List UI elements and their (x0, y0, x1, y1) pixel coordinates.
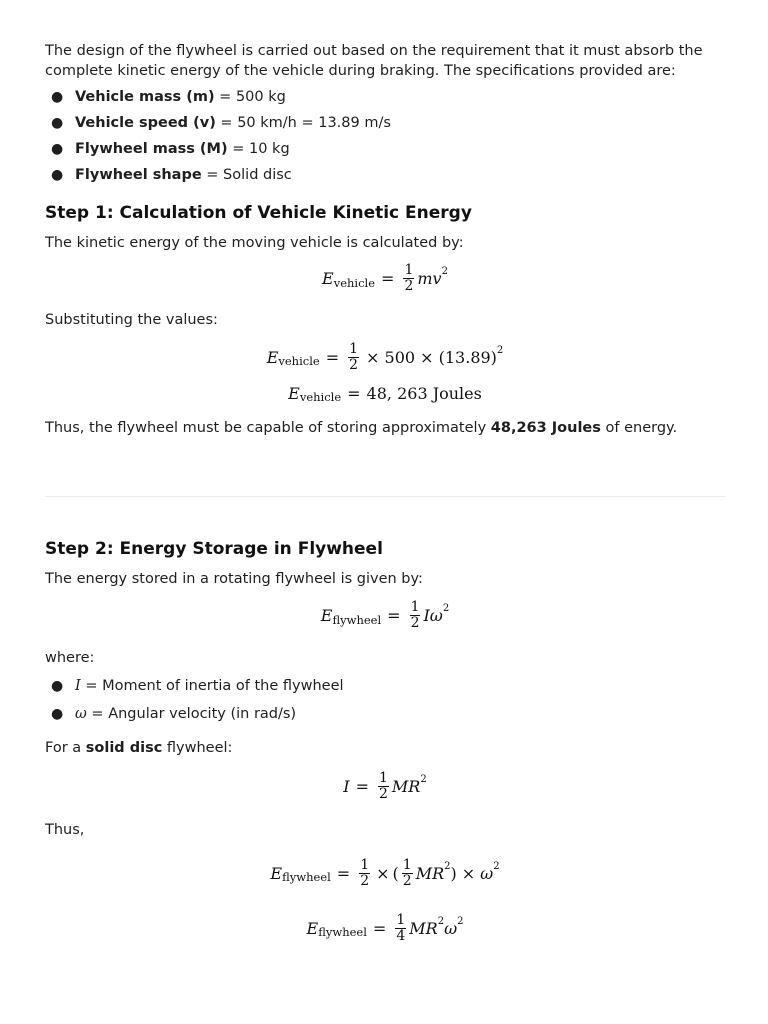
section-divider (45, 496, 725, 497)
math-symbol: E (270, 863, 283, 883)
math-exponent: 2 (496, 344, 504, 356)
math-operator: = (347, 383, 361, 403)
thus-label: Thus, (45, 821, 85, 838)
document-body-step2 (45, 538, 725, 949)
math-subscript: vehicle (299, 390, 342, 404)
math-subscript: flywheel (282, 870, 331, 884)
math-symbol: I (75, 678, 81, 694)
fraction-denominator: 2 (360, 872, 370, 889)
spec-list (45, 88, 725, 185)
math-subscript: vehicle (333, 275, 376, 290)
math-symbol: I (343, 777, 350, 796)
equation-flywheel-substituted (45, 852, 725, 894)
spec-value: = 10 kg (227, 141, 290, 157)
math-term: MR (391, 777, 421, 796)
fraction-numerator: 1 (404, 262, 414, 278)
math-symbol: E (322, 269, 334, 288)
math-term: × 500 × (13.89) (366, 347, 497, 367)
math-operator: = (325, 347, 340, 367)
math-operator: × (376, 863, 390, 883)
math-term: MR (415, 863, 445, 883)
math-exponent: 2 (441, 266, 448, 277)
equation-moment-of-inertia (45, 766, 725, 808)
list-item (45, 88, 725, 107)
math-operator: = (336, 863, 351, 883)
fraction-numerator: 1 (360, 856, 370, 873)
step1-heading: Step 1: Calculation of Vehicle Kinetic Energy (45, 203, 472, 223)
list-item (45, 705, 725, 724)
math-subscript: vehicle (278, 354, 320, 368)
conclusion-value: 48,263 Joules (490, 420, 601, 436)
definition-list (45, 677, 725, 724)
conclusion-text-end: of energy. (600, 420, 678, 436)
math-exponent: 2 (420, 774, 427, 785)
bullet-icon: ● (51, 115, 64, 131)
fraction-denominator: 2 (410, 615, 420, 631)
spec-label: Flywheel shape (75, 167, 202, 183)
math-operator: = (355, 777, 369, 796)
fraction-numerator: 1 (379, 770, 388, 786)
math-operator: = (381, 269, 395, 288)
math-fraction (395, 913, 406, 944)
math-symbol: ω (75, 706, 87, 722)
math-subscript: flywheel (332, 612, 382, 627)
list-item (45, 166, 725, 185)
bullet-icon: ● (51, 678, 64, 694)
spec-value: = Solid disc (201, 167, 292, 183)
math-operator: × (461, 863, 476, 883)
solid-disc-bold: solid disc (85, 740, 163, 756)
spec-value: = 50 km/h = 13.89 m/s (215, 115, 391, 131)
math-term: Iω (423, 606, 443, 625)
step1-lead: The kinetic energy of the moving vehicle is calculated by: (45, 235, 464, 251)
conclusion-text: Thus, the flywheel must be capable of storing approximately (45, 420, 491, 436)
solid-disc-text (45, 739, 725, 759)
math-term: ω (480, 863, 494, 883)
fraction-numerator: 1 (349, 340, 359, 357)
math-exponent: 2 (442, 603, 450, 614)
spec-label: Vehicle speed (v) (75, 115, 216, 131)
math-exponent: 2 (457, 915, 464, 927)
solid-disc-post: flywheel: (162, 740, 233, 756)
definition-text: = Angular velocity (in rad/s) (86, 706, 297, 722)
equation-kinetic-energy (45, 260, 725, 298)
solid-disc-pre: For a (45, 740, 86, 756)
intro-paragraph: The design of the flywheel is carried out based on the requirement that it must absorb the complete kinetic energy of the vehicle during braking. The specifications provided are: (45, 43, 703, 79)
fraction-numerator: 1 (410, 599, 420, 615)
math-fraction (410, 600, 421, 631)
bullet-icon: ● (51, 167, 64, 183)
step2-heading: Step 2: Energy Storage in Flywheel (45, 539, 383, 559)
bullet-icon: ● (51, 706, 64, 722)
step2-lead: The energy stored in a rotating flywheel is given by: (45, 571, 423, 587)
where-label: where: (45, 649, 95, 666)
math-symbol: E (320, 606, 333, 625)
math-term: MR (409, 918, 438, 938)
math-exponent: 2 (444, 860, 451, 872)
math-symbol: E (306, 918, 319, 938)
list-item (45, 677, 725, 696)
math-exponent: 2 (493, 860, 500, 872)
list-item (45, 114, 725, 133)
bullet-icon: ● (51, 89, 64, 105)
fraction-numerator: 1 (402, 856, 412, 873)
equation-flywheel-energy (45, 595, 725, 637)
math-paren: ( (392, 863, 399, 883)
math-operator: = (372, 918, 387, 938)
bullet-icon: ● (51, 141, 64, 157)
equation-flywheel-final (45, 907, 725, 949)
math-operator: = (387, 606, 401, 625)
list-item (45, 140, 725, 159)
math-symbol: E (266, 347, 279, 367)
math-term: mv (417, 269, 442, 288)
spec-label: Flywheel mass (M) (75, 141, 228, 157)
fraction-denominator: 4 (396, 927, 406, 944)
document-body (45, 42, 725, 439)
fraction-numerator: 1 (396, 911, 406, 928)
equation-result (45, 379, 725, 407)
math-result-value: 48, 263 Joules (366, 383, 482, 403)
spec-label: Vehicle mass (m) (75, 89, 215, 105)
math-fraction (348, 342, 359, 373)
substituting-text: Substituting the values: (45, 311, 218, 328)
math-fraction (359, 858, 370, 889)
math-symbol: E (288, 383, 300, 403)
math-subscript: flywheel (318, 925, 367, 939)
fraction-denominator: 2 (404, 278, 414, 294)
definition-text: = Moment of inertia of the flywheel (80, 678, 344, 694)
spec-value: = 500 kg (214, 89, 286, 105)
fraction-denominator: 2 (349, 356, 359, 373)
math-exponent: 2 (437, 915, 445, 927)
fraction-denominator: 2 (379, 786, 388, 802)
math-term: ω (444, 918, 458, 938)
math-paren: ) (450, 863, 457, 883)
step1-conclusion (45, 419, 725, 439)
math-fraction (403, 263, 414, 294)
math-fraction (378, 771, 389, 802)
fraction-denominator: 2 (402, 872, 412, 889)
equation-substitution (45, 338, 725, 376)
math-fraction (402, 858, 413, 889)
